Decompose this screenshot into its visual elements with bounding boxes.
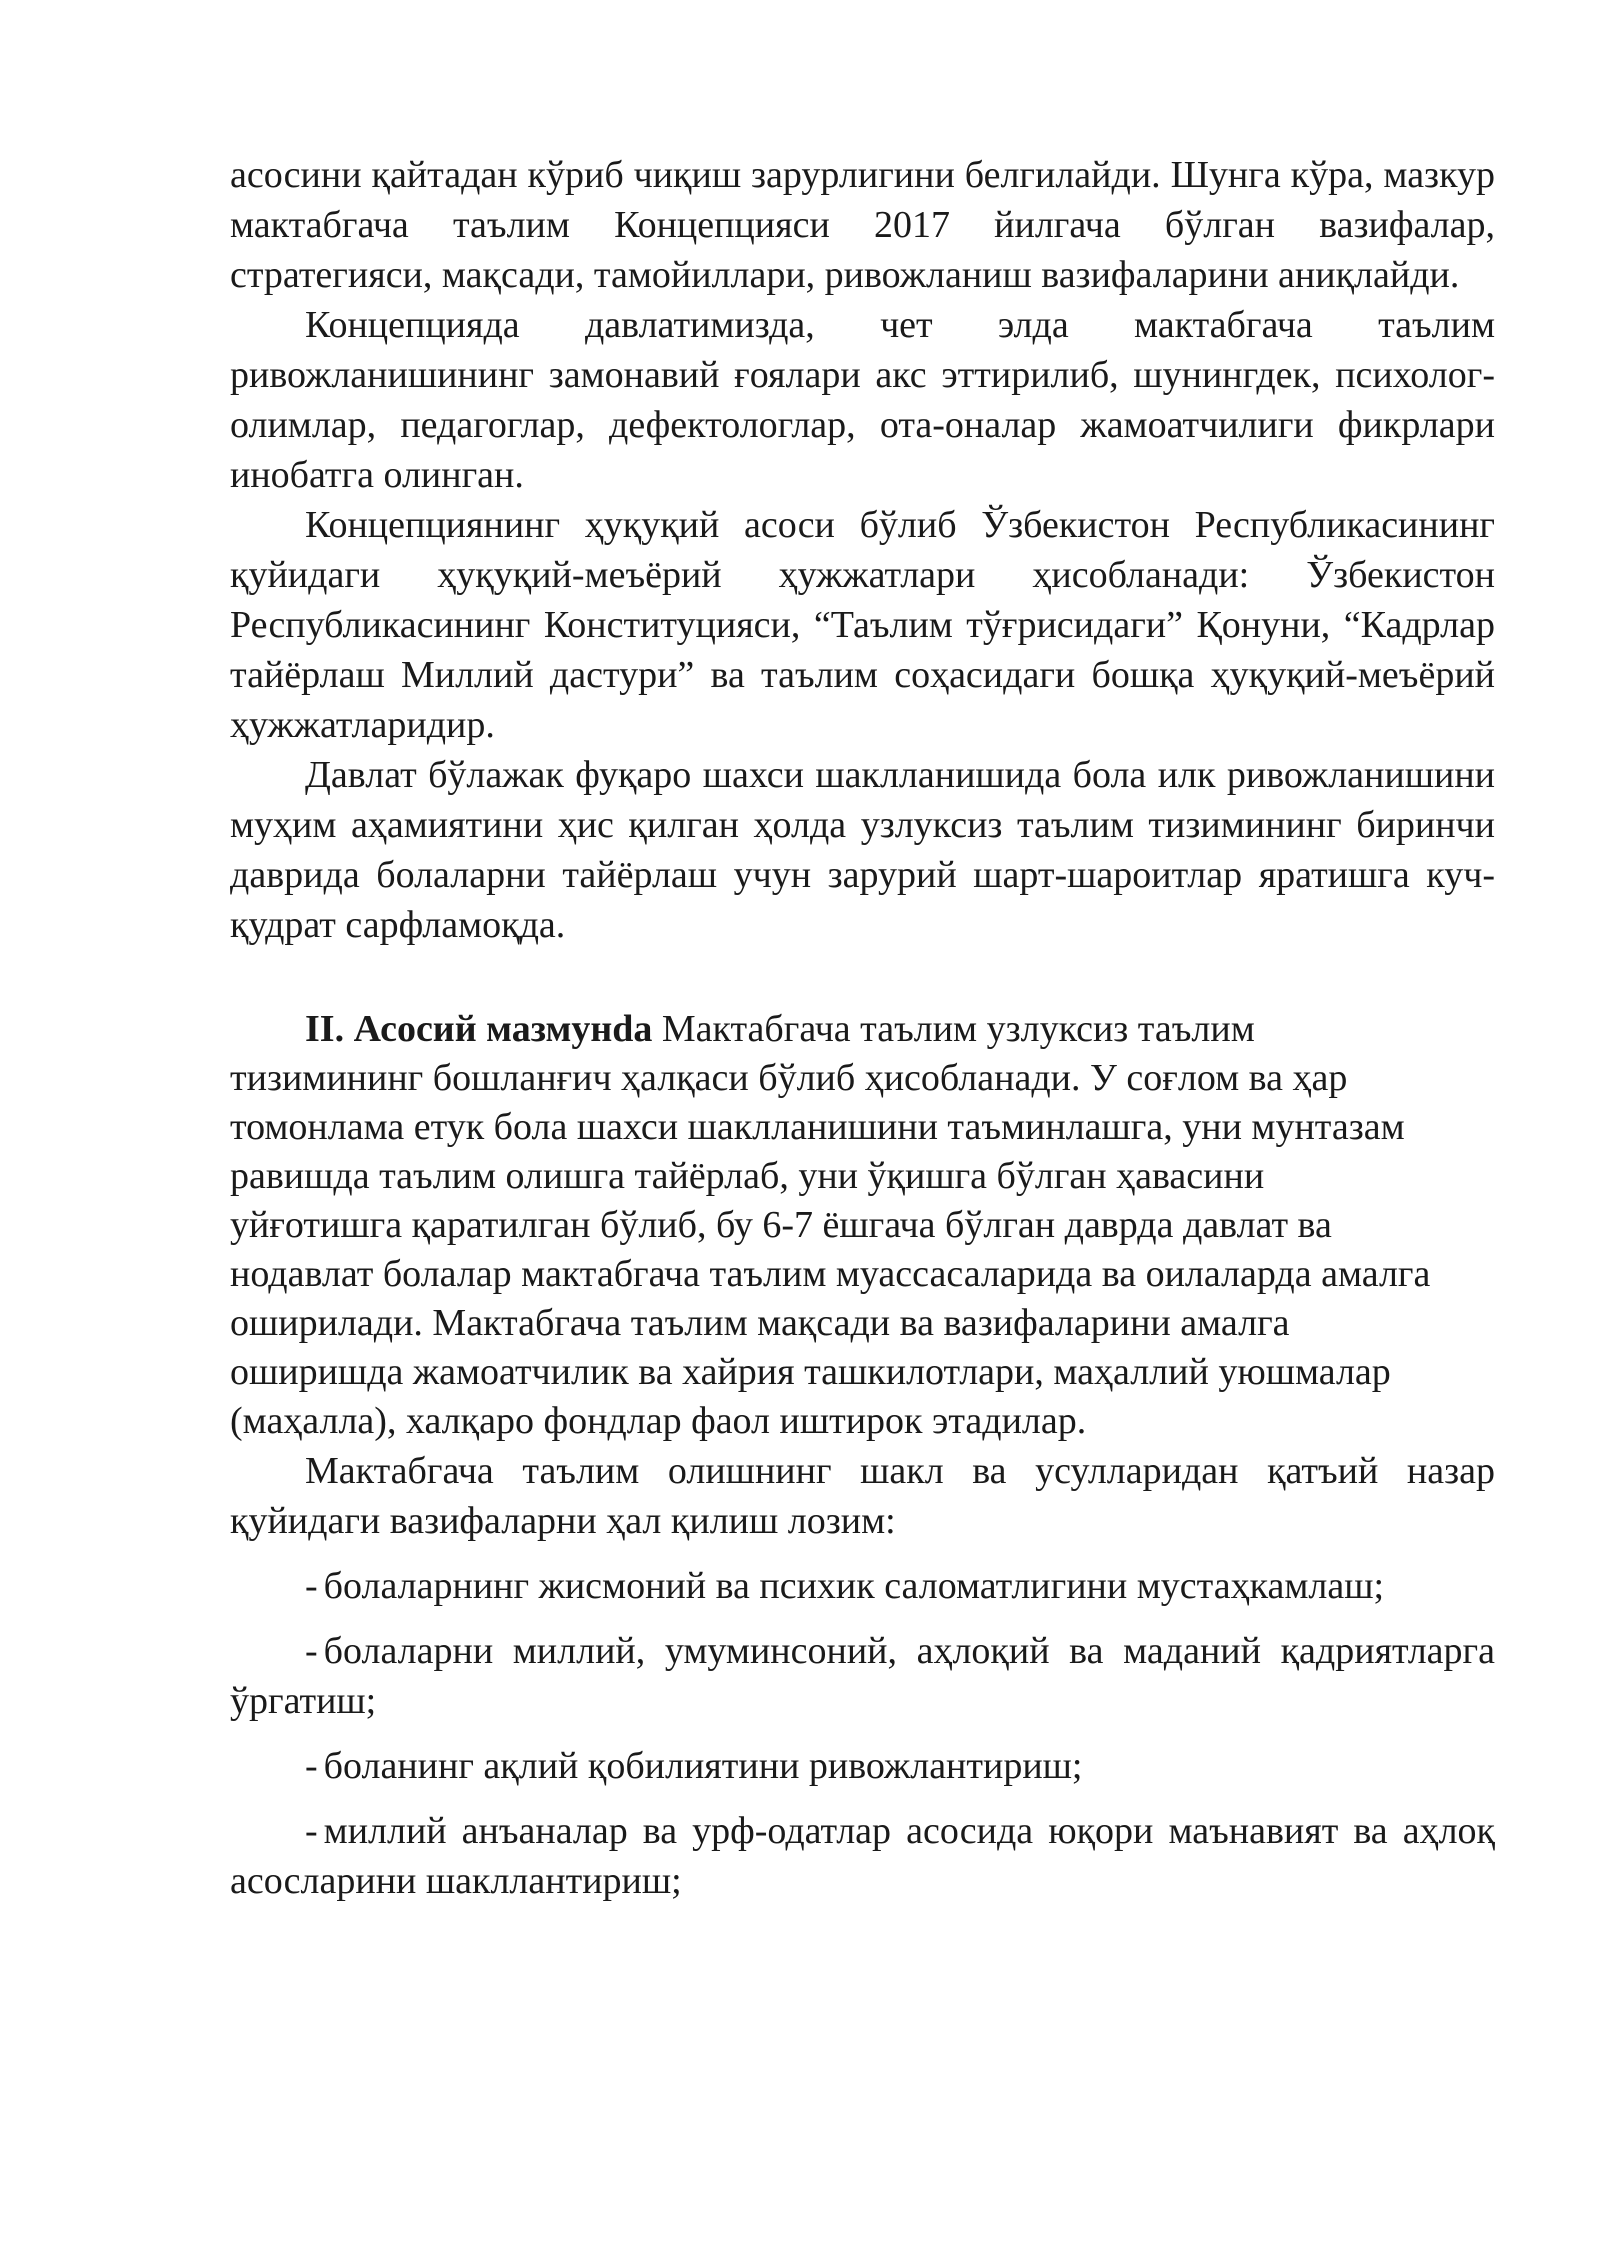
- list-dash: -: [305, 1810, 318, 1852]
- list-item-text: болаларнинг жисмоний ва психик саломатлигини мустаҳкамлаш;: [323, 1565, 1385, 1607]
- list-item: [230, 1626, 1495, 1726]
- paragraph-legal-basis: Концепциянинг ҳуқуқий асоси бўлиб Ўзбекистон Республикасининг қуйидаги ҳуқуқий-меъёрий ҳужжатлари ҳисобланади: Ўзбекистон Республикасининг Конституцияси, “Таълим тўғрисидаги” Қонуни, “Кадрлар тайёрлаш Миллий дастури” ва таълим соҳасидаги бошқа ҳуқуқий-меъёрий ҳужжатларидир.: [230, 504, 1495, 746]
- section-spacer: [230, 950, 1495, 1005]
- list-item: [230, 1741, 1495, 1791]
- paragraph-concept-basis: асосини қайтадан кўриб чиқиш зарурлигини белгилайди. Шунга кўра, мазкур мактабгача таълим Концепцияси 2017 йилгача бўлган вазифалар, стратегияси, мақсади, тамойиллари, ривожланиш вазифаларини аниқлайди.: [230, 154, 1495, 296]
- list-dash: -: [305, 1565, 318, 1607]
- list-item: [230, 1561, 1495, 1611]
- paragraph-state-effort: Давлат бўлажак фуқаро шахси шаклланишида бола илк ривожланишини муҳим аҳамиятини ҳис қилган ҳолда узлуксиз таълим тизимининг биринчи даврида болаларни тайёрлаш учун зарурий шарт-шароитлар яратишга куч-қудрат сарфламоқда.: [230, 754, 1495, 946]
- section-heading: II. Асосий мазмунda: [305, 1008, 653, 1050]
- list-dash: -: [305, 1745, 318, 1787]
- list-item: [230, 1806, 1495, 1906]
- section-main-content: [230, 1005, 1495, 1446]
- list-item-text: болаларни миллий, умуминсоний, аҳлоқий ва маданий қадриятларга ўргатиш;: [230, 1630, 1495, 1722]
- paragraph-concept-ideas: Концепцияда давлатимизда, чет элда мактабгача таълим ривожланишининг замонавий ғоялари акс эттирилиб, шунингдек, психолог-олимлар, педагоглар, дефектологлар, ота-оналар жамоатчилиги фикрлари инобатга олинган.: [230, 304, 1495, 496]
- list-item-text: боланинг ақлий қобилиятини ривожлантириш;: [323, 1745, 1083, 1787]
- list-item-text: миллий анъаналар ва урф-одатлар асосида юқори маънавият ва аҳлоқ асосларини шакллантириш;: [230, 1810, 1495, 1902]
- list-dash: -: [305, 1630, 318, 1672]
- document-page: [230, 150, 1495, 1906]
- section-body: Мактабгача таълим узлуксиз таълим тизимининг бошланғич ҳалқаси бўлиб ҳисобланади. У соғлом ва ҳар томонлама етук бола шахси шаклланишини таъминлашга, уни мунтазам равишда таълим олишга тайёрлаб, уни ўқишга бўлган ҳавасини уйғотишга қаратилган бўлиб, бу 6-7 ёшгача бўлган даврда давлат ва нодавлат болалар мактабгача таълим муассасаларида ва оилаларда амалга оширилади. Мактабгача таълим мақсади ва вазифаларини амалга оширишда жамоатчилик ва хайрия ташкилотлари, маҳаллий уюшмалар (маҳалла), халқаро фондлар фаол иштирок этадилар.: [230, 1008, 1431, 1442]
- paragraph-tasks-intro: Мактабгача таълим олишнинг шакл ва усулларидан қатъий назар қуйидаги вазифаларни ҳал қилиш лозим:: [230, 1450, 1495, 1542]
